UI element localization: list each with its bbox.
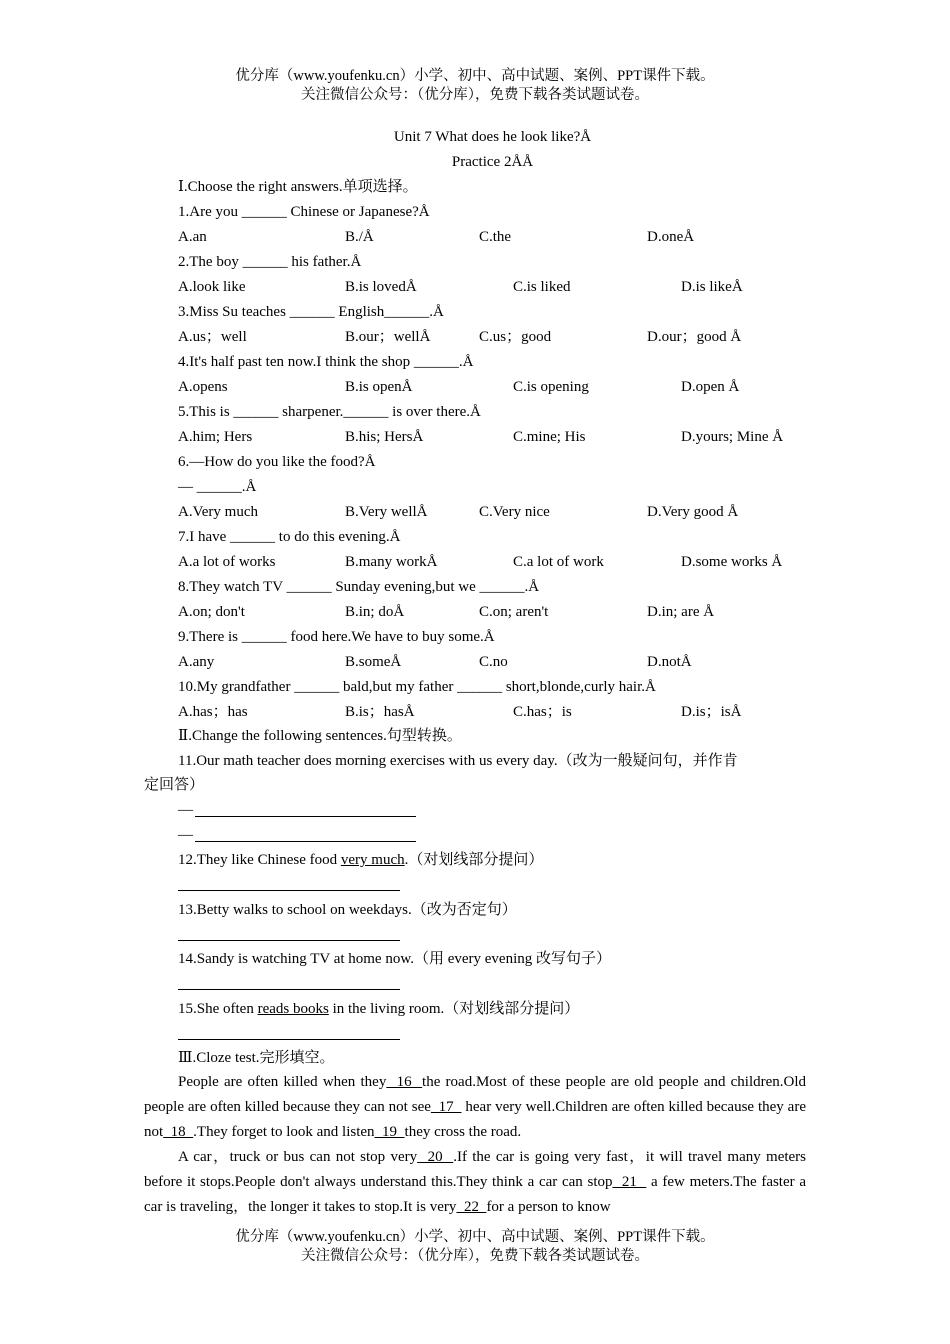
question-2: 2.The boy ______ his father.Å — [178, 254, 362, 270]
section2-heading: Ⅱ.Change the following sentences.句型转换。 — [178, 728, 462, 744]
q5-option-b: B.his; HersÅ — [345, 429, 424, 445]
header-line-2: 关注微信公众号：（优分库），免费下载各类试题试卷。 — [301, 87, 649, 103]
q9-option-d: D.notÅ — [647, 654, 692, 670]
cloze-blank-22[interactable]: 22 — [456, 1199, 487, 1215]
answer-line-11a[interactable] — [195, 816, 416, 817]
answer-line-11b[interactable] — [195, 841, 416, 842]
q10-option-a: A.has；has — [178, 704, 248, 720]
question-13: 13.Betty walks to school on weekdays.（改为否定句） — [178, 902, 517, 918]
footer-line-1: 优分库（www.youfenku.cn）小学、初中、高中试题、案例、PPT课件下载。 — [235, 1229, 715, 1245]
cloze-text: .If the car is going very fast，it will travel many meters before it stops.People don't always understand this.They think a car can stop — [144, 1149, 807, 1190]
question-11: 11.Our math teacher does morning exercises with us every day.（改为一般疑问句，并作肯 — [178, 753, 738, 769]
q6-option-c: C.Very nice — [479, 504, 550, 520]
cloze-text: .They forget to look and listen — [193, 1124, 375, 1140]
question-10: 10.My grandfather ______ bald,but my father ______ short,blonde,curly hair.Å — [178, 679, 656, 695]
q1-option-c: C.the — [479, 229, 512, 245]
question-6-reply: — ______.Å — [178, 479, 257, 495]
q9-option-a: A.any — [178, 654, 215, 670]
question-9: 9.There is ______ food here.We have to buy some.Å — [178, 629, 495, 645]
q5-option-c: C.mine; His — [513, 429, 586, 445]
q1-option-a: A.an — [178, 229, 207, 245]
question-15 — [178, 999, 579, 1019]
q8-option-a: A.on; don't — [178, 604, 245, 620]
q15-text: 15.She often — [178, 1001, 258, 1017]
cloze-text: the road.Most of these people are old people and children.Old people are often killed because they can not see — [144, 1074, 807, 1115]
q8-option-d: D.in; are Å — [647, 604, 715, 620]
cloze-blank-21[interactable]: 21 — [612, 1174, 647, 1190]
q7-option-a: A.a lot of works — [178, 554, 276, 570]
worksheet-subtitle: Practice 2ÅÅ — [451, 154, 534, 170]
q10-option-b: B.is；hasÅ — [345, 704, 415, 720]
q12-underlined: very much — [340, 852, 405, 868]
q6-option-a: A.Very much — [178, 504, 258, 520]
question-6: 6.—How do you like the food?Å — [178, 454, 376, 470]
question-8: 8.They watch TV ______ Sunday evening,but we ______.Å — [178, 579, 540, 595]
q6-option-b: B.Very wellÅ — [345, 504, 428, 520]
question-12 — [178, 850, 543, 870]
answer-dash-2: — — [178, 827, 193, 843]
page-header — [0, 67, 950, 105]
q5-option-d: D.yours; Mine Å — [681, 429, 784, 445]
q1-option-d: D.oneÅ — [647, 229, 695, 245]
q10-option-c: C.has；is — [513, 704, 572, 720]
q7-option-c: C.a lot of work — [513, 554, 604, 570]
cloze-blank-17[interactable]: 17 — [430, 1099, 462, 1115]
cloze-blank-16[interactable]: 16 — [386, 1074, 423, 1090]
cloze-blank-20[interactable]: 20 — [417, 1149, 454, 1165]
q1-option-b: B./Å — [345, 229, 374, 245]
cloze-text: People are often killed when they — [178, 1074, 387, 1090]
q9-option-c: C.no — [479, 654, 508, 670]
question-1: 1.Are you ______ Chinese or Japanese?Å — [178, 204, 430, 220]
q4-option-c: C.is opening — [513, 379, 589, 395]
q3-option-a: A.us；well — [178, 329, 247, 345]
q3-option-d: D.our；good Å — [647, 329, 742, 345]
q2-option-c: C.is liked — [513, 279, 571, 295]
q15-instruction: in the living room.（对划线部分提问） — [328, 1001, 580, 1017]
q15-underlined: reads books — [257, 1001, 329, 1017]
cloze-blank-19[interactable]: 19 — [374, 1124, 405, 1140]
q2-option-b: B.is lovedÅ — [345, 279, 417, 295]
question-7: 7.I have ______ to do this evening.Å — [178, 529, 401, 545]
question-5: 5.This is ______ sharpener.______ is over there.Å — [178, 404, 481, 420]
q12-text: 12.They like Chinese food — [178, 852, 341, 868]
cloze-text: a few meters.The faster a car is traveling，the longer it takes to stop.It is very — [144, 1174, 806, 1215]
q10-option-d: D.is；isÅ — [681, 704, 742, 720]
q4-option-b: B.is openÅ — [345, 379, 413, 395]
answer-line-13[interactable] — [178, 940, 400, 941]
question-11-cont: 定回答） — [144, 777, 205, 793]
q3-option-b: B.our；wellÅ — [345, 329, 431, 345]
cloze-paragraph-1 — [144, 1070, 806, 1145]
cloze-text: for a person to know — [486, 1199, 611, 1215]
header-line-1: 优分库（www.youfenku.cn）小学、初中、高中试题、案例、PPT课件下载。 — [235, 68, 715, 84]
cloze-text: they cross the road. — [404, 1124, 522, 1140]
q4-option-a: A.opens — [178, 379, 228, 395]
q12-instruction: .（对划线部分提问） — [404, 852, 544, 868]
cloze-text: hear very well.Children are often killed because they are not — [144, 1099, 806, 1140]
answer-line-14[interactable] — [178, 989, 400, 990]
question-3: 3.Miss Su teaches ______ English______.Å — [178, 304, 444, 320]
footer-line-2: 关注微信公众号：（优分库），免费下载各类试题试卷。 — [301, 1248, 649, 1264]
cloze-blank-18[interactable]: 18 — [163, 1124, 194, 1140]
q2-option-a: A.look like — [178, 279, 246, 295]
cloze-passage — [144, 1070, 806, 1220]
section3-heading: Ⅲ.Cloze test.完形填空。 — [178, 1050, 335, 1066]
q4-option-d: D.open Å — [681, 379, 740, 395]
q9-option-b: B.someÅ — [345, 654, 402, 670]
q8-option-b: B.in; doÅ — [345, 604, 405, 620]
section1-heading: Ⅰ.Choose the right answers.单项选择。 — [178, 179, 418, 195]
page-footer — [0, 1228, 950, 1266]
q7-option-d: D.some works Å — [681, 554, 783, 570]
q2-option-d: D.is likeÅ — [681, 279, 743, 295]
worksheet-title: Unit 7 What does he look like?Å — [393, 129, 592, 145]
question-14: 14.Sandy is watching TV at home now.（用 every evening 改写句子） — [178, 951, 611, 967]
cloze-text: A car，truck or bus can not stop very — [178, 1149, 418, 1165]
q5-option-a: A.him; Hers — [178, 429, 253, 445]
q6-option-d: D.Very good Å — [647, 504, 739, 520]
q7-option-b: B.many workÅ — [345, 554, 438, 570]
answer-dash-1: — — [178, 802, 193, 818]
q8-option-c: C.on; aren't — [479, 604, 549, 620]
answer-line-12[interactable] — [178, 890, 400, 891]
answer-line-15[interactable] — [178, 1039, 400, 1040]
q3-option-c: C.us；good — [479, 329, 552, 345]
question-4: 4.It's half past ten now.I think the shop ______.Å — [178, 354, 474, 370]
cloze-paragraph-2 — [144, 1145, 806, 1220]
